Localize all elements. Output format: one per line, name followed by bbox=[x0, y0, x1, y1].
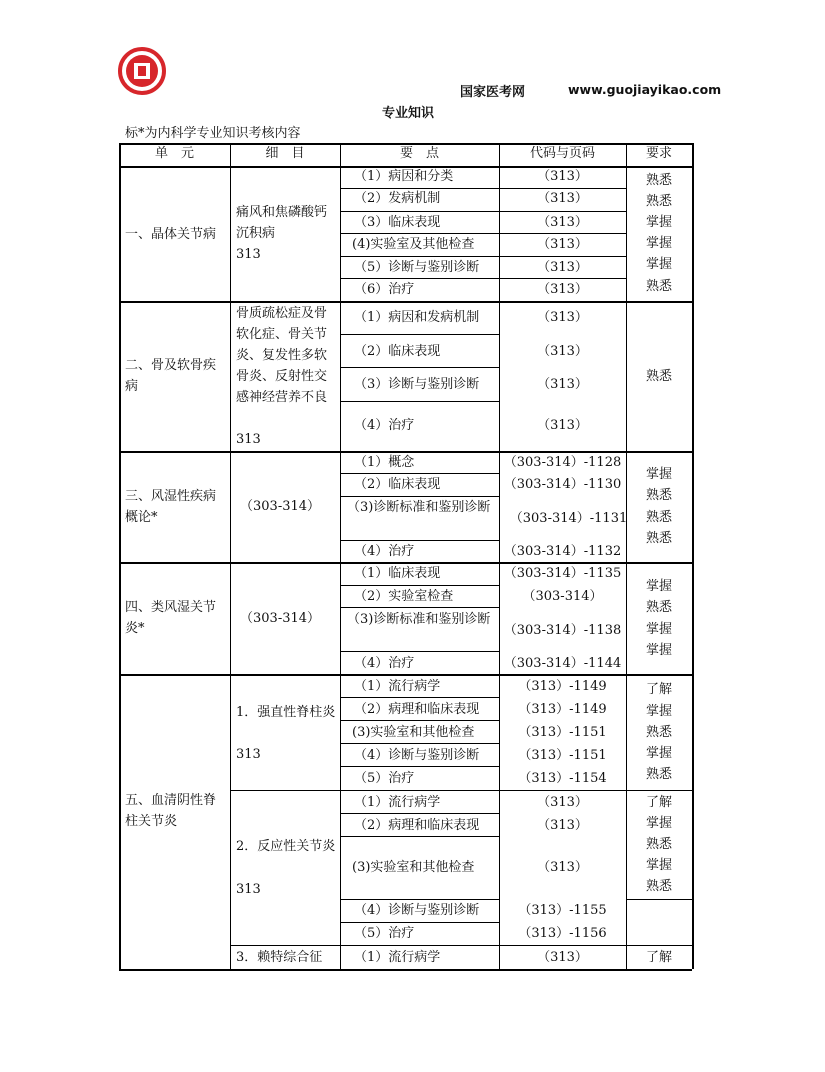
item-gout-cppd-code: 313 bbox=[236, 247, 261, 262]
item-bone-cartilage: 骨质疏松症及骨软化症、骨关节炎、复发性多软骨炎、反射性交感神经营养不良 bbox=[236, 306, 328, 405]
table-rule bbox=[119, 301, 692, 303]
req-s3-4: 熟悉 bbox=[645, 531, 672, 546]
page-s5c-1: （313） bbox=[537, 950, 588, 965]
page-s3-3: （303-314）-1131 bbox=[509, 511, 628, 526]
page-s1-6: （313） bbox=[537, 282, 588, 297]
item-reactive-arthritis-code: 313 bbox=[236, 882, 261, 897]
table-rule bbox=[230, 143, 231, 969]
req-s4-4: 掌握 bbox=[645, 643, 672, 658]
table-rule bbox=[340, 607, 499, 608]
page-s5a-2: （313）-1149 bbox=[518, 702, 607, 717]
unit-4-label: 四、类风湿关节炎* bbox=[125, 600, 217, 636]
page-s5a-4: （313）-1151 bbox=[518, 748, 607, 763]
column-header-unit: 单 元 bbox=[154, 146, 194, 161]
req-s1-6: 熟悉 bbox=[645, 279, 672, 294]
table-rule bbox=[340, 743, 499, 744]
req-s1-2: 熟悉 bbox=[645, 194, 672, 209]
req-s5b-4: 掌握 bbox=[645, 858, 672, 873]
page-s1-1: （313） bbox=[537, 169, 588, 184]
page-s5b-4: （313）-1155 bbox=[518, 903, 607, 918]
point-s1-6: （6）治疗 bbox=[354, 282, 415, 297]
point-s3-3: （3)诊断标准和鉴别诊断 bbox=[347, 500, 491, 515]
req-s5b-2: 掌握 bbox=[645, 816, 672, 831]
point-s2-1: （1）病因和发病机制 bbox=[354, 310, 480, 325]
point-s4-2: （2）实验室检查 bbox=[354, 589, 454, 604]
item-rheumatoid-arthritis: （303-314） bbox=[240, 611, 321, 626]
unit-2-label: 二、骨及软骨疾病 bbox=[125, 358, 217, 394]
page-s3-1: （303-314）-1128 bbox=[503, 455, 622, 470]
table-rule bbox=[340, 143, 341, 969]
column-header-code-page: 代码与页码 bbox=[529, 146, 595, 161]
table-rule bbox=[692, 143, 694, 969]
point-s1-4: (4)实验室及其他检查 bbox=[352, 237, 475, 252]
table-rule bbox=[626, 899, 692, 900]
table-rule bbox=[340, 720, 499, 721]
req-s5a-3: 熟悉 bbox=[645, 725, 672, 740]
page-s5a-3: （313）-1151 bbox=[518, 725, 607, 740]
page-s2-4: （313） bbox=[537, 418, 588, 433]
page-s3-2: （303-314）-1130 bbox=[503, 477, 622, 492]
page-s4-3: （303-314）-1138 bbox=[503, 623, 622, 638]
table-rule bbox=[340, 813, 499, 814]
req-s3-2: 熟悉 bbox=[645, 488, 672, 503]
page-s1-2: （313） bbox=[537, 191, 588, 206]
page-s3-4: （303-314）-1132 bbox=[503, 544, 622, 559]
unit-1-label: 一、晶体关节病 bbox=[125, 227, 217, 242]
page-s5a-1: （313）-1149 bbox=[518, 679, 607, 694]
page-s2-1: （313） bbox=[537, 310, 588, 325]
req-s1-4: 掌握 bbox=[645, 236, 672, 251]
page-s4-1: （303-314）-1135 bbox=[503, 566, 622, 581]
table-rule bbox=[119, 969, 692, 971]
req-s5a-1: 了解 bbox=[645, 682, 672, 697]
page-s1-4: （313） bbox=[537, 237, 588, 252]
item-ankylosing-spondylitis: 1．强直性脊柱炎 bbox=[236, 705, 336, 720]
req-s5a-2: 掌握 bbox=[645, 704, 672, 719]
page-s5b-2: （313） bbox=[537, 818, 588, 833]
table-rule bbox=[119, 143, 121, 969]
req-s5a-5: 熟悉 bbox=[645, 767, 672, 782]
req-s1-3: 掌握 bbox=[645, 215, 672, 230]
req-s4-3: 掌握 bbox=[645, 622, 672, 637]
req-s5b-5: 熟悉 bbox=[645, 879, 672, 894]
table-rule bbox=[340, 401, 499, 402]
point-s5a-2: （2）病理和临床表现 bbox=[354, 702, 480, 717]
point-s2-3: （3）诊断与鉴别诊断 bbox=[354, 377, 480, 392]
req-s4-2: 熟悉 bbox=[645, 600, 672, 615]
req-s2: 熟悉 bbox=[645, 369, 672, 384]
req-s1-5: 掌握 bbox=[645, 257, 672, 272]
point-s5b-5: （5）治疗 bbox=[354, 926, 415, 941]
req-s5b-1: 了解 bbox=[645, 795, 672, 810]
column-header-item: 细 目 bbox=[265, 146, 305, 161]
point-s4-3: （3)诊断标准和鉴别诊断 bbox=[347, 612, 491, 627]
point-s1-5: （5）诊断与鉴别诊断 bbox=[354, 260, 480, 275]
page-s4-2: （303-314） bbox=[522, 589, 603, 604]
req-s5b-3: 熟悉 bbox=[645, 837, 672, 852]
table-rule bbox=[340, 836, 499, 837]
item-reiter-syndrome: 3．赖特综合征 bbox=[236, 950, 323, 965]
item-ankylosing-spondylitis-code: 313 bbox=[236, 747, 261, 762]
point-s2-2: （2）临床表现 bbox=[354, 344, 441, 359]
point-s3-2: （2）临床表现 bbox=[354, 477, 441, 492]
point-s1-1: （1）病因和分类 bbox=[354, 169, 454, 184]
table-rule bbox=[340, 766, 499, 767]
item-rheumatic-overview: （303-314） bbox=[240, 499, 321, 514]
point-s1-3: （3）临床表现 bbox=[354, 215, 441, 230]
doc-title: 专业知识 bbox=[382, 106, 435, 121]
page-s5b-5: （313）-1156 bbox=[518, 926, 607, 941]
point-s5a-1: （1）流行病学 bbox=[354, 679, 441, 694]
req-s3-1: 掌握 bbox=[645, 467, 672, 482]
point-s3-4: （4）治疗 bbox=[354, 544, 415, 559]
page-s1-3: （313） bbox=[537, 215, 588, 230]
table-rule bbox=[230, 790, 692, 791]
point-s5a-3: (3)实验室和其他检查 bbox=[352, 725, 475, 740]
table-rule bbox=[340, 367, 499, 368]
point-s3-1: （1）概念 bbox=[354, 455, 415, 470]
unit-5-label: 五、血清阴性脊柱关节炎 bbox=[125, 793, 217, 829]
req-s3-3: 熟悉 bbox=[645, 510, 672, 525]
item-reactive-arthritis: 2．反应性关节炎 bbox=[236, 839, 336, 854]
req-s4-1: 掌握 bbox=[645, 579, 672, 594]
point-s1-2: （2）发病机制 bbox=[354, 191, 441, 206]
point-s5c-1: （1）流行病学 bbox=[354, 950, 441, 965]
item-bone-cartilage-code: 313 bbox=[236, 432, 261, 447]
table-rule bbox=[340, 651, 499, 652]
table-note: 标*为内科学专业知识考核内容 bbox=[125, 126, 301, 141]
req-s5c-1: 了解 bbox=[645, 950, 672, 965]
page-s1-5: （313） bbox=[537, 260, 588, 275]
point-s5b-2: （2）病理和临床表现 bbox=[354, 818, 480, 833]
unit-3-label: 三、风湿性疾病概论* bbox=[125, 489, 217, 525]
item-gout-cppd: 痛风和焦磷酸钙沉积病 bbox=[236, 205, 328, 241]
point-s5b-1: （1）流行病学 bbox=[354, 795, 441, 810]
point-s5b-4: （4）诊断与鉴别诊断 bbox=[354, 903, 480, 918]
point-s5a-5: （5）治疗 bbox=[354, 771, 415, 786]
column-header-point: 要 点 bbox=[399, 146, 439, 161]
req-s5a-4: 掌握 bbox=[645, 746, 672, 761]
table-rule bbox=[340, 697, 499, 698]
table-rule bbox=[340, 334, 499, 335]
site-name: 国家医考网 bbox=[460, 85, 526, 100]
page-s2-2: （313） bbox=[537, 344, 588, 359]
page-s4-4: （303-314）-1144 bbox=[503, 656, 622, 671]
page-s2-3: （313） bbox=[537, 377, 588, 392]
point-s2-4: （4）治疗 bbox=[354, 418, 415, 433]
req-s1-1: 熟悉 bbox=[645, 173, 672, 188]
page-s5b-1: （313） bbox=[537, 795, 588, 810]
table-rule bbox=[230, 945, 692, 946]
point-s5b-3: (3)实验室和其他检查 bbox=[352, 860, 475, 875]
point-s4-1: （1）临床表现 bbox=[354, 566, 441, 581]
column-header-requirement: 要求 bbox=[645, 146, 672, 161]
point-s5a-4: （4）诊断与鉴别诊断 bbox=[354, 748, 480, 763]
point-s4-4: （4）治疗 bbox=[354, 656, 415, 671]
site-url[interactable]: www.guojiayikao.com bbox=[568, 82, 722, 97]
page-s5b-3: （313） bbox=[537, 860, 588, 875]
page-s5a-5: （313）-1154 bbox=[518, 771, 607, 786]
